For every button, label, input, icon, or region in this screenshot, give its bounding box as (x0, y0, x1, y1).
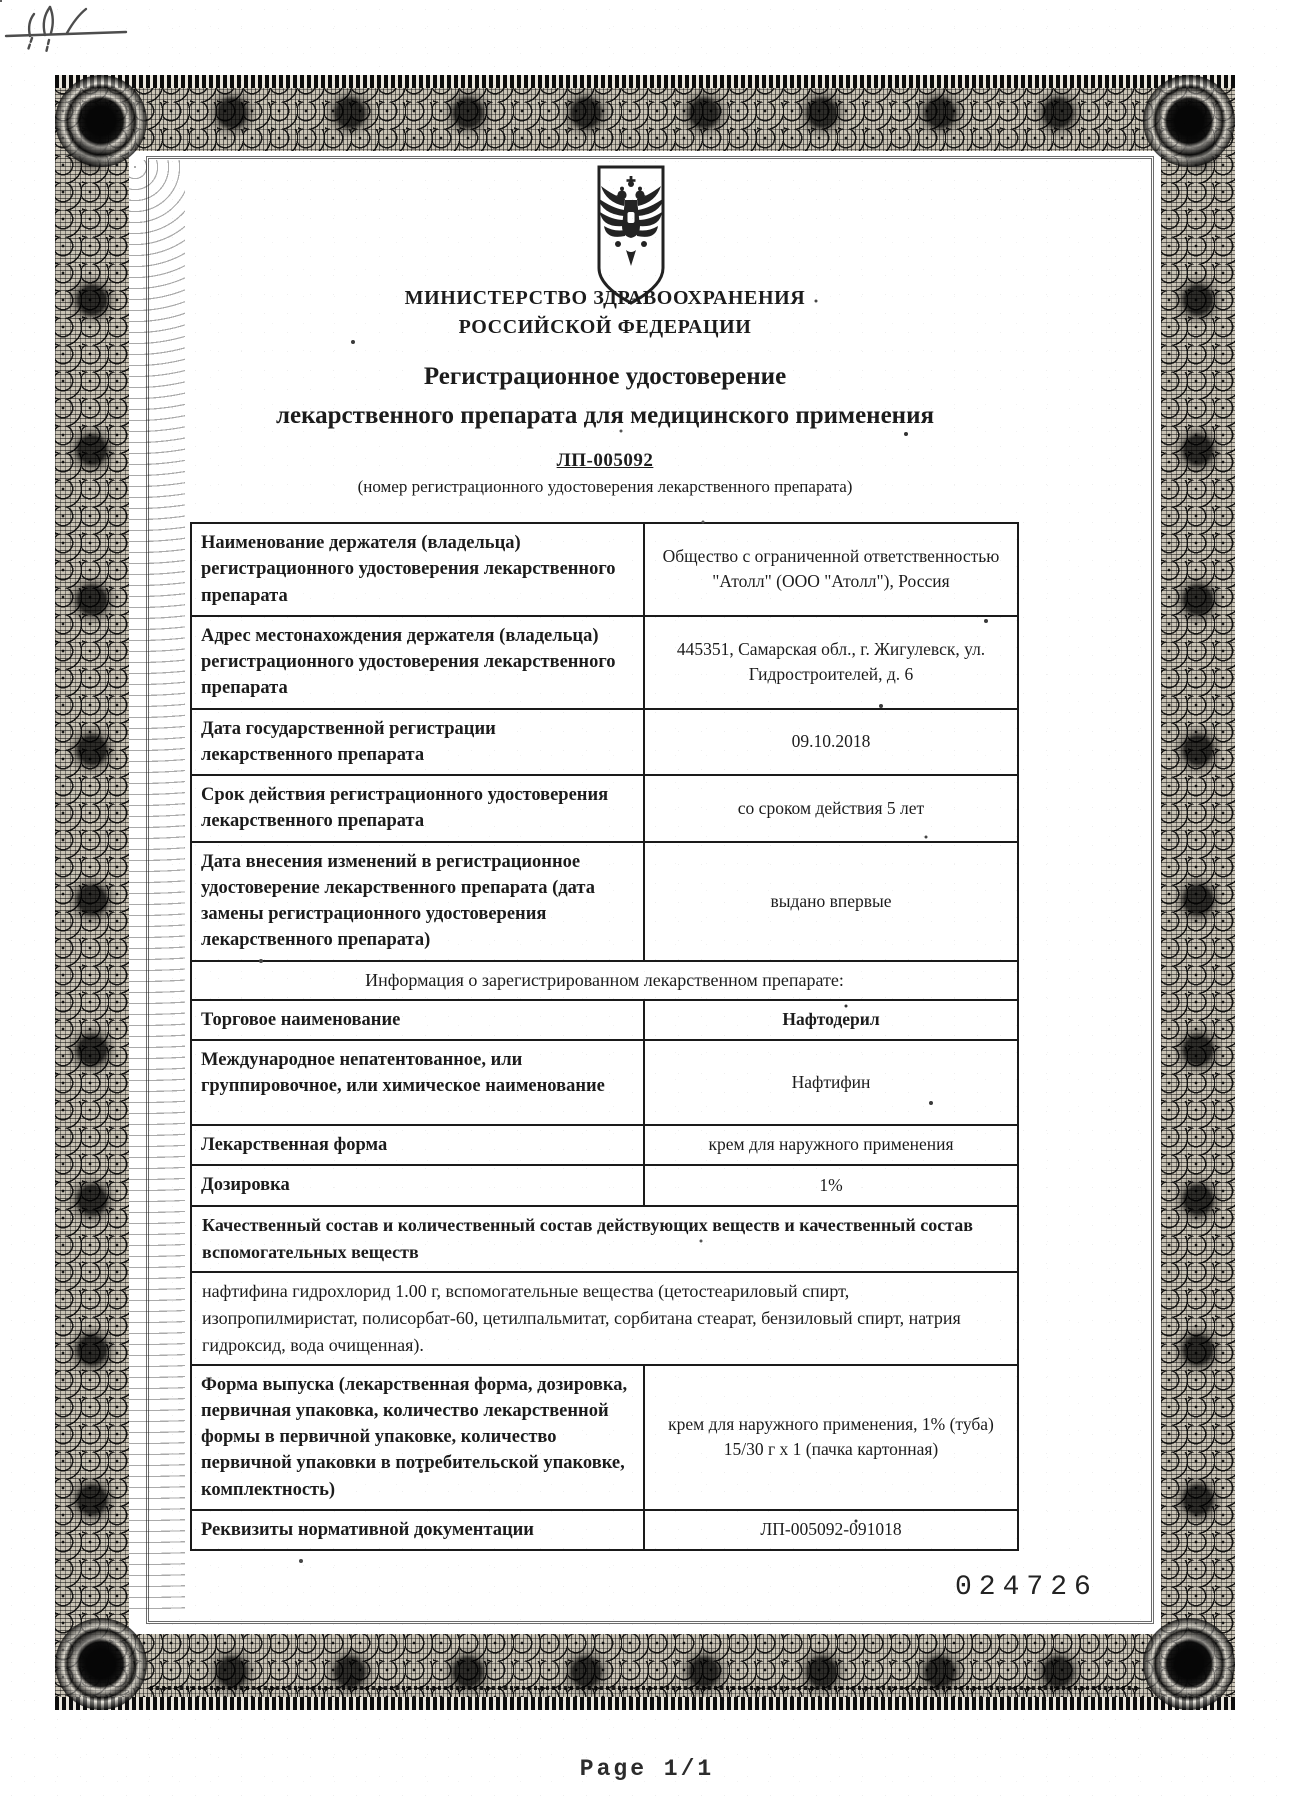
field-value: крем для наружного применения, 1% (туба) 15/30 г х 1 (пачка картонная) (668, 1413, 994, 1460)
field-label: Дозировка (192, 1166, 645, 1204)
ministry-heading (150, 284, 1060, 342)
corner-rosette-icon (55, 1618, 147, 1710)
field-value: 445351, Самарская обл., г. Жигулевск, ул. Гидростроителей, д. 6 (676, 638, 986, 685)
field-value: Общество с ограниченной ответственностью "Атолл" (ООО "Атолл"), Россия (662, 546, 1000, 592)
field-label: Наименование держателя (владельца) регистрационного удостоверения лекарственного препарата (192, 524, 645, 615)
table-row (192, 708, 1017, 775)
table-row (192, 1039, 1017, 1124)
field-label: Срок действия регистрационного удостоверения лекарственного препарата (192, 776, 645, 841)
field-value: 1% (819, 1174, 843, 1195)
ministry-line1: МИНИСТЕРСТВО ЗДРАВООХРАНЕНИЯ (404, 287, 806, 309)
border-teeth-bottom (55, 1697, 1235, 1710)
field-value: Нафтодерил (782, 1009, 880, 1030)
table-row (192, 1364, 1017, 1509)
page-indicator (0, 1756, 1294, 1800)
field-value: 09.10.2018 (791, 731, 871, 752)
guilloche-border-left (55, 75, 129, 1710)
serial-number: 024726 (955, 1572, 1098, 1603)
corner-rosette-icon (1143, 1618, 1235, 1710)
corner-rosette-icon (55, 75, 147, 167)
ministry-line2: РОССИЙСКОЙ ФЕДЕРАЦИИ (458, 316, 752, 338)
table-row (192, 1164, 1017, 1204)
composition-text: нафтифина гидрохлорид 1.00 г, вспомогательные вещества (цетостеариловый спирт, изопропилмиристат, полисорбат-60, цетилпальмитат, сорбитана стеарат, бензиловый спирт, натрия гидроксид, вода очищенная). (202, 1280, 961, 1355)
table-row (192, 841, 1017, 960)
section-heading: Информация о зарегистрированном лекарственном препарате: (365, 969, 844, 990)
document-title-line1: Регистрационное удостоверение (423, 363, 787, 390)
document-title (150, 358, 1060, 436)
field-label: Лекарственная форма (192, 1126, 645, 1164)
certificate-table (190, 522, 1019, 1551)
table-row (192, 774, 1017, 841)
field-value: ЛП-005092-091018 (760, 1519, 902, 1540)
field-label: Дата государственной регистрации лекарственного препарата (192, 710, 645, 775)
table-section-row (192, 960, 1017, 999)
border-microtext-line (150, 1686, 1140, 1690)
handwritten-mark (4, 2, 134, 64)
field-value: выдано впервые (770, 890, 892, 911)
field-label: Реквизиты нормативной документации (192, 1511, 645, 1549)
corner-rosette-icon (1143, 75, 1235, 167)
composition-heading: Качественный состав и количественный состав действующих веществ и качественный состав вспомогательных веществ (202, 1214, 973, 1262)
border-teeth-top (55, 75, 1235, 88)
table-row (192, 615, 1017, 708)
field-label: Международное непатентованное, или группировочное, или химическое наименование (192, 1041, 645, 1124)
field-label: Дата внесения изменений в регистрационное удостоверение лекарственного препарата (дата замены регистрационного удостоверения лекарственного препарата) (192, 843, 645, 960)
table-row (192, 1124, 1017, 1164)
document-title-line2: лекарственного препарата для медицинского применения (275, 401, 935, 429)
field-label: Форма выпуска (лекарственная форма, дозировка, первичная упаковка, количество лекарственной формы в первичной упаковке, количество первичной упаковки в потребительской упаковке, комплектность) (192, 1366, 645, 1509)
table-row (192, 524, 1017, 615)
field-label: Адрес местонахождения держателя (владельца) регистрационного удостоверения лекарственного препарата (192, 617, 645, 708)
field-value: Нафтифин (791, 1071, 871, 1092)
table-row (192, 1509, 1017, 1549)
scan-speckles (0, 0, 2, 2)
table-section-row (192, 1205, 1017, 1271)
field-value: со сроком действия 5 лет (737, 797, 925, 818)
table-row (192, 999, 1017, 1039)
field-value: крем для наружного применения (708, 1134, 954, 1155)
registration-number: ЛП-005092 (556, 450, 654, 471)
page-indicator-text: Page 1/1 (579, 1756, 715, 1782)
field-label: Торговое наименование (192, 1001, 645, 1039)
guilloche-border-right (1161, 75, 1235, 1710)
registration-number-caption: (номер регистрационного удостоверения лекарственного препарата) (357, 477, 853, 496)
table-section-row (192, 1271, 1017, 1364)
